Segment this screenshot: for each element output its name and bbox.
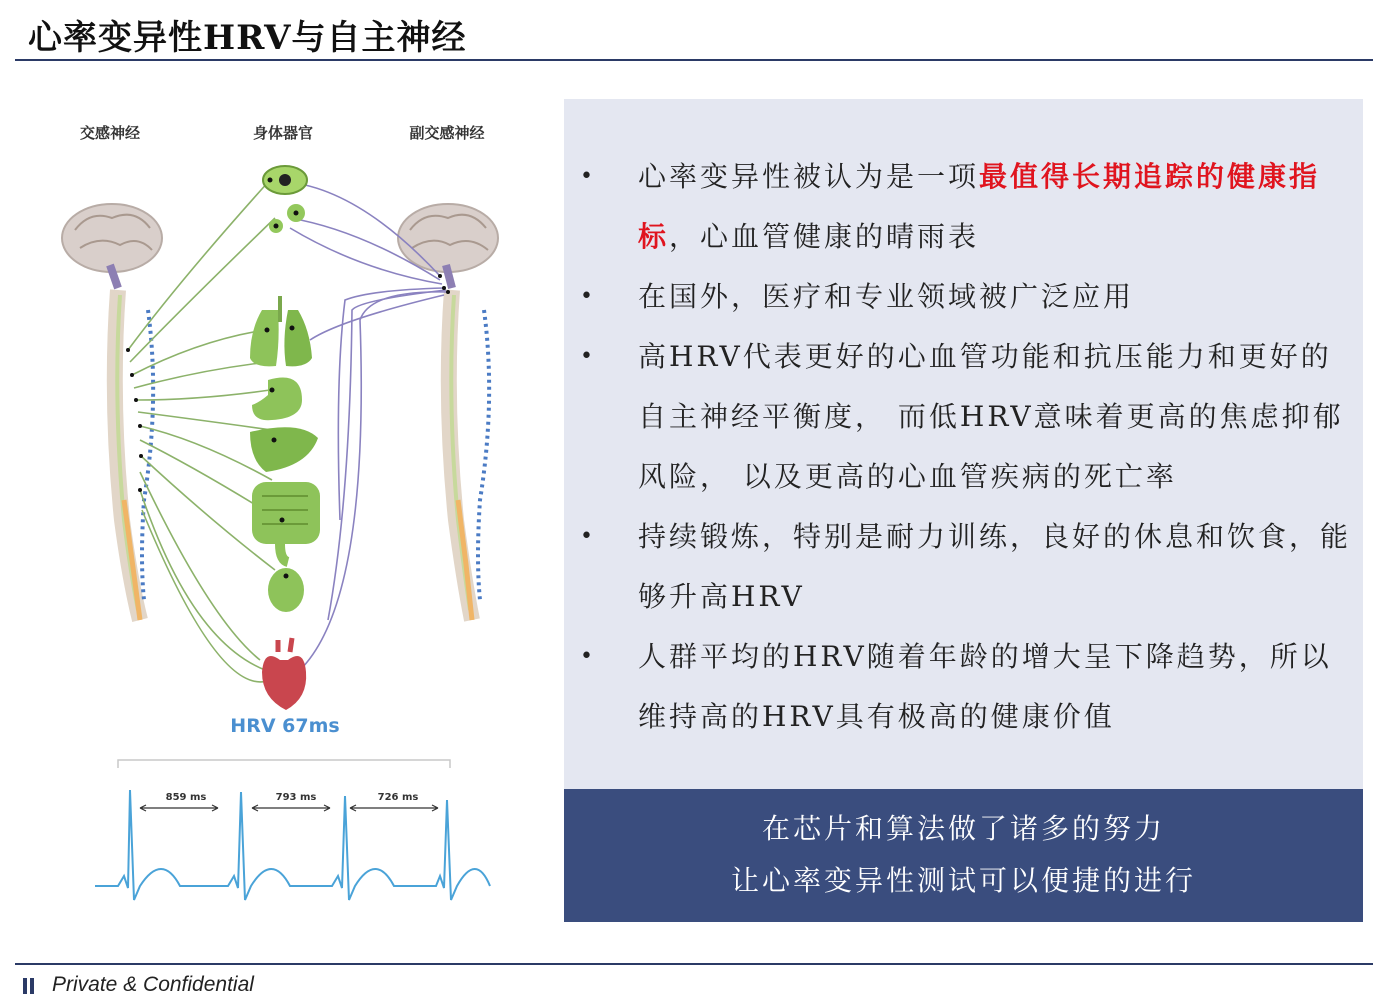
bullet-item — [564, 507, 1363, 627]
brain-icon-left — [62, 204, 162, 288]
footer-divider — [15, 963, 1373, 965]
brain-icon-right — [398, 204, 498, 288]
liver-icon — [250, 427, 318, 472]
ecg-bracket — [118, 760, 450, 768]
heart-icon — [262, 638, 306, 710]
autonomic-nervous-system-figure — [40, 100, 520, 920]
bullet-item — [564, 627, 1363, 747]
spine-right — [449, 290, 489, 620]
bullet-dot: • — [580, 524, 593, 549]
bullet-dot: • — [580, 344, 593, 369]
rr-interval-arrows — [140, 805, 438, 811]
bullet-list — [564, 147, 1363, 747]
label-parasympathetic: 副交感神经 — [409, 124, 485, 142]
bullet-text: 在国外，医疗和专业领域被广泛应用 — [638, 280, 1135, 313]
banner-line-2: 让心率变异性测试可以便捷的进行 — [730, 864, 1196, 897]
rr-interval-label-3: 726 ms — [377, 792, 419, 803]
label-sympathetic: 交感神经 — [79, 124, 141, 142]
bullet-dot: • — [580, 644, 593, 669]
hrv-value: HRV 67ms — [230, 715, 340, 737]
bullet-item — [564, 327, 1363, 507]
bullet-text: 人群平均的HRV随着年龄的增大呈下降趋势，所以维持高的HRV具有极高的健康价值 — [638, 640, 1332, 733]
footer-logo-icon — [23, 978, 35, 994]
conclusion-banner — [564, 789, 1363, 922]
intestines-icon — [252, 482, 320, 562]
title-divider — [15, 59, 1373, 61]
hrv-info-panel — [564, 99, 1363, 789]
footer-confidential: Private & Confidential — [52, 973, 254, 996]
bullet-highlight: 最值得长期追踪的健康指标 — [638, 160, 1321, 253]
banner-line-1: 在芯片和算法做了诸多的努力 — [761, 812, 1165, 845]
stomach-icon — [252, 378, 302, 421]
ecg-waveform — [95, 790, 490, 900]
spine-left — [115, 290, 153, 620]
label-organs: 身体器官 — [252, 124, 314, 142]
bullet-text: 高HRV代表更好的心血管功能和抗压能力和更好的自主神经平衡度， 而低HRV意味着更高的焦虑抑郁风险， 以及更高的心血管疾病的死亡率 — [638, 340, 1344, 493]
bullet-text: 持续锻炼，特别是耐力训练，良好的休息和饮食，能够升高HRV — [638, 520, 1352, 613]
nervous-system-illustration — [40, 100, 520, 920]
bullet-item — [564, 267, 1363, 327]
rr-interval-label-1: 859 ms — [165, 792, 207, 803]
page-title: 心率变异性HRV与自主神经 — [28, 18, 467, 58]
bullet-item — [564, 147, 1363, 267]
bullet-dot: • — [580, 284, 593, 309]
bullet-dot: • — [580, 164, 593, 189]
lungs-icon — [250, 296, 312, 366]
bullet-text-end: ，心血管健康的晴雨表 — [669, 220, 980, 253]
bullet-text-start: 心率变异性被认为是一项 — [638, 160, 980, 193]
rr-interval-label-2: 793 ms — [275, 792, 317, 803]
